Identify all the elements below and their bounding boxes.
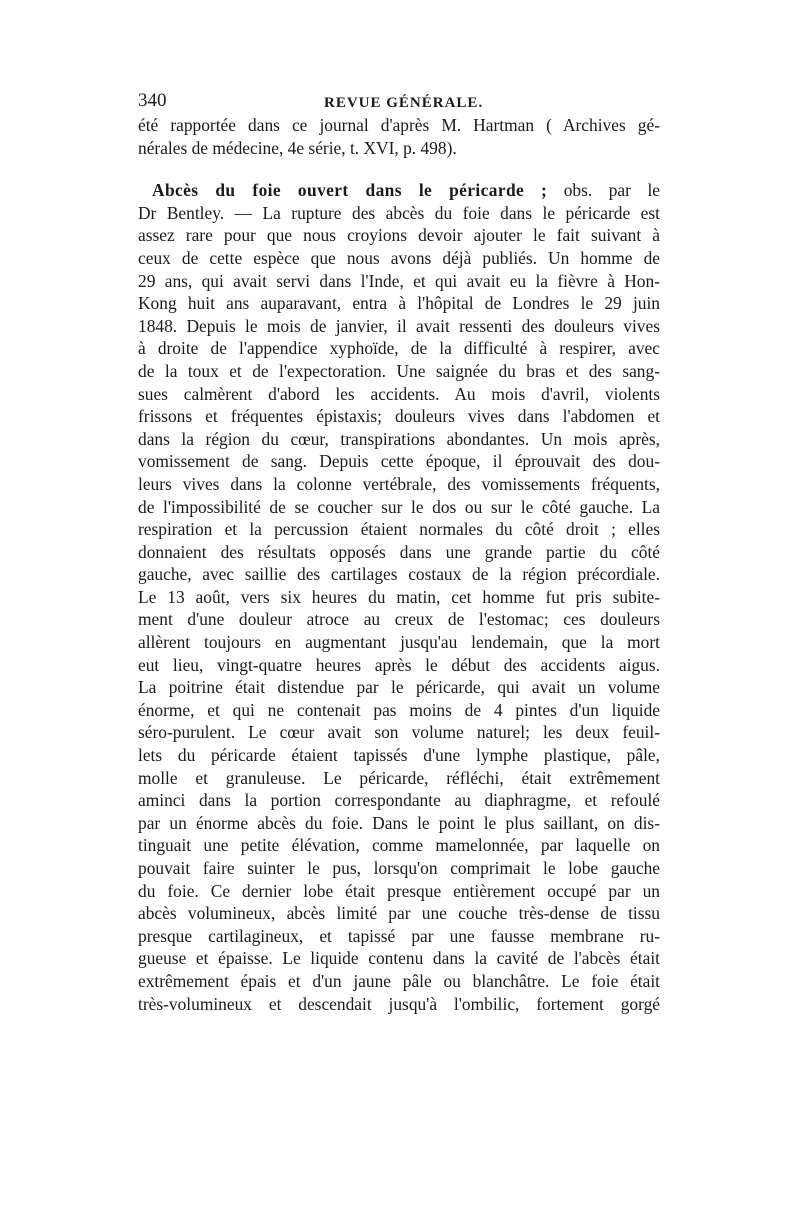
text-line: frissons et fréquentes épistaxis; douleurs vives dans l'abdomen et — [138, 406, 660, 427]
text-line: Kong huit ans auparavant, entra à l'hôpital de Londres le 29 juin — [138, 293, 660, 314]
section-heading: Abcès du foie ouvert dans le péricarde ; — [152, 180, 548, 201]
text-line: allèrent toujours en augmentant jusqu'au lendemain, que la mort — [138, 632, 660, 653]
text-line: eut lieu, vingt-quatre heures après le début des accidents aigus. — [138, 654, 660, 675]
text-line: de la toux et de l'expectoration. Une saignée du bras et des sang- — [138, 360, 660, 381]
text-line: vomissement de sang. Depuis cette époque, il éprouvait des dou- — [138, 451, 660, 472]
section-heading-tail: obs. par le — [547, 180, 660, 201]
paragraph-abces-du-foie — [138, 179, 660, 1015]
text-line: leurs vives dans la colonne vertébrale, des vomissements fréquents, — [138, 473, 660, 494]
text-line: été rapportée dans ce journal d'après M. Hartman ( Archives gé- — [138, 115, 660, 135]
text-line: 1848. Depuis le mois de janvier, il avait ressenti des douleurs vives — [138, 315, 660, 336]
running-title: REVUE GÉNÉRALE. — [324, 95, 484, 111]
text-line: séro-purulent. Le cœur avait son volume naturel; les deux feuil- — [138, 722, 660, 743]
text-line: gauche, avec saillie des cartilages costaux de la région précordiale. — [138, 564, 660, 585]
text-line: respiration et la percussion étaient normales du côté droit ; elles — [138, 519, 660, 540]
text-line: à droite de l'appendice xyphoïde, de la difficulté à respirer, avec — [138, 338, 660, 359]
text-line: du foie. Ce dernier lobe était presque entièrement occupé par un — [138, 880, 660, 901]
paragraph-gap — [138, 159, 660, 179]
text-line: par un énorme abcès du foie. Dans le point le plus saillant, on dis- — [138, 812, 660, 833]
text-line: aminci dans la portion correspondante au diaphragme, et refoulé — [138, 790, 660, 811]
text-line: nérales de médecine, 4e série, t. XVI, p. 498). — [138, 137, 457, 158]
text-line: abcès volumineux, abcès limité par une couche très-dense de tissu — [138, 903, 660, 924]
text-line: assez rare pour que nous croyions devoir ajouter le fait suivant à — [138, 225, 660, 246]
page — [138, 88, 660, 1015]
text-line: La poitrine était distendue par le péricarde, qui avait un volume — [138, 677, 660, 698]
text-line: de l'impossibilité de se coucher sur le dos ou sur le côté gauche. La — [138, 496, 660, 517]
text-line: dans la région du cœur, transpirations abondantes. Un mois après, — [138, 428, 660, 449]
text-line: ceux de cette espèce que nous avons déjà publiés. Un homme de — [138, 247, 660, 268]
text-line: ment d'une douleur atroce au creux de l'estomac; ces douleurs — [138, 609, 660, 630]
page-number: 340 — [138, 90, 167, 111]
section-heading-line — [138, 179, 660, 202]
text-line: 29 ans, qui avait servi dans l'Inde, et qui avait eu la fièvre à Hon- — [138, 270, 660, 291]
text-line: gueuse et épaisse. Le liquide contenu dans la cavité de l'abcès était — [138, 948, 660, 969]
paragraph-continued — [138, 114, 660, 159]
text-line: Le 13 août, vers six heures du matin, cet homme fut pris subite- — [138, 586, 660, 607]
text-line: énorme, et qui ne contenait pas moins de 4 pintes d'un liquide — [138, 699, 660, 720]
text-line: molle et granuleuse. Le péricarde, réfléchi, était extrêmement — [138, 767, 660, 788]
text-line: sues calmèrent d'abord les accidents. Au mois d'avril, violents — [138, 383, 660, 404]
text-line: extrêmement épais et d'un jaune pâle ou blanchâtre. Le foie était — [138, 970, 660, 991]
text-line: pouvait faire suinter le pus, lorsqu'on comprimait le lobe gauche — [138, 858, 660, 878]
text-line: presque cartilagineux, et tapissé par une fausse membrane ru- — [138, 925, 660, 946]
text-line: lets du péricarde étaient tapissés d'une lymphe plastique, pâle, — [138, 745, 660, 766]
text-line: donnaient des résultats opposés dans une grande partie du côté — [138, 541, 660, 562]
text-line: Dr Bentley. — La rupture des abcès du foie dans le péricarde est — [138, 202, 660, 223]
running-head — [138, 88, 660, 114]
text-line: très-volumineux et descendait jusqu'à l'ombilic, fortement gorgé — [138, 993, 660, 1014]
text-line: tinguait une petite élévation, comme mamelonnée, par laquelle on — [138, 835, 660, 856]
